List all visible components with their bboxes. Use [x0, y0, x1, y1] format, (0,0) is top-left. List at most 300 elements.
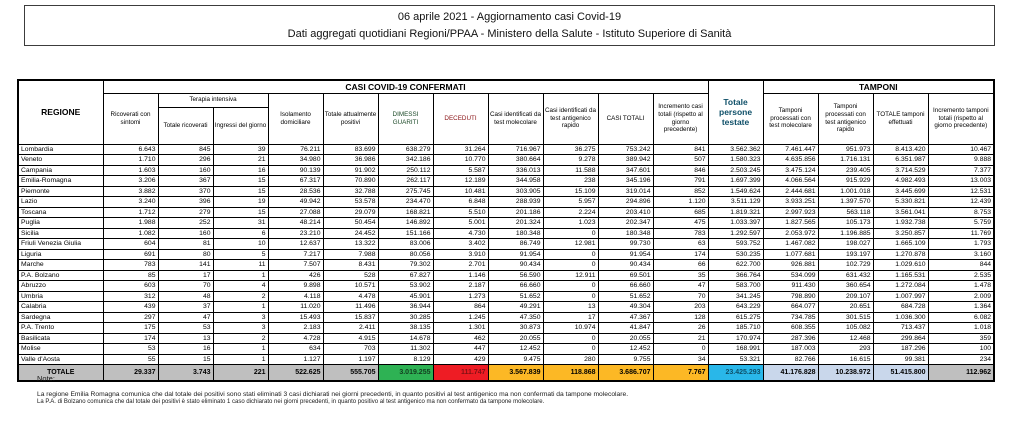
cell-terapia-ingressi: 31 — [213, 218, 268, 229]
cell-dimessi-guariti: 45.901 — [378, 291, 433, 302]
cell-region: Emilia-Romagna — [18, 176, 103, 187]
cell-incremento-casi: 783 — [653, 228, 708, 239]
cell-casi-antigenico: 12.911 — [543, 270, 598, 281]
cell-attualmente-positivi: 13.322 — [323, 239, 378, 250]
cell-tamponi-antigenico: 239.405 — [818, 165, 873, 176]
cell-tamponi-molecolare: 798.890 — [763, 291, 818, 302]
cell-totale-tamponi: 1.007.997 — [873, 291, 928, 302]
cell-terapia-ingressi: 15 — [213, 186, 268, 197]
cell-tamponi-antigenico: 105.173 — [818, 218, 873, 229]
cell-casi-molecolare: 66.660 — [488, 281, 543, 292]
cell-incremento-casi: 174 — [653, 249, 708, 260]
cell-persone-testate: 583.700 — [708, 281, 763, 292]
cell-casi-antigenico: 5.957 — [543, 197, 598, 208]
cell-totale-tamponi: 1.036.300 — [873, 312, 928, 323]
cell-attualmente-positivi: 7.988 — [323, 249, 378, 260]
cell-casi-molecolare: 12.452 — [488, 344, 543, 355]
cell-terapia-ingressi: 19 — [213, 197, 268, 208]
cell-isolamento: 2.183 — [268, 323, 323, 334]
cell-casi-molecolare: 716.967 — [488, 144, 543, 155]
cell-region: Abruzzo — [18, 281, 103, 292]
cell-dimessi-guariti: 250.112 — [378, 165, 433, 176]
col-header-casi-molecolare: Casi identificati da test molecolare — [488, 93, 543, 144]
col-header-regione: REGIONE — [18, 80, 103, 144]
cell-dimessi-guariti: 67.827 — [378, 270, 433, 281]
cell-isolamento: 23.210 — [268, 228, 323, 239]
cell-totale-tamponi: 1.665.109 — [873, 239, 928, 250]
cell-tamponi-antigenico: 198.027 — [818, 239, 873, 250]
cell-persone-testate: 622.700 — [708, 260, 763, 271]
cell-tamponi-molecolare: 3.475.124 — [763, 165, 818, 176]
cell-tamponi-antigenico: 951.973 — [818, 144, 873, 155]
cell-terapia-totale: 70 — [158, 281, 213, 292]
col-header-tamponi-molecolare: Tamponi processati con test molecolare — [763, 93, 818, 144]
cell-casi-antigenico: 0 — [543, 344, 598, 355]
cell-persone-testate: 366.764 — [708, 270, 763, 281]
cell-terapia-totale: 37 — [158, 302, 213, 313]
cell-totale-tamponi: 299.864 — [873, 333, 928, 344]
table-row — [18, 197, 994, 208]
cell-terapia-totale: 252 — [158, 218, 213, 229]
cell-attualmente-positivi: 8.431 — [323, 260, 378, 271]
cell-region: Molise — [18, 344, 103, 355]
cell-casi-antigenico: 10.974 — [543, 323, 598, 334]
cell-attualmente-positivi: 15.837 — [323, 312, 378, 323]
cell-incremento-casi: 63 — [653, 239, 708, 250]
cell-incremento-tamponi: 9.888 — [928, 155, 994, 166]
table-row — [18, 333, 994, 344]
cell-incremento-casi: 685 — [653, 207, 708, 218]
cell-incremento-casi: 791 — [653, 176, 708, 187]
cell-incremento-tamponi: 7.377 — [928, 165, 994, 176]
cell-terapia-ingressi: 1 — [213, 270, 268, 281]
cell-ricoverati: 783 — [103, 260, 158, 271]
cell-deceduti: 12.189 — [433, 176, 488, 187]
total-cell-isolamento: 522.625 — [268, 365, 323, 382]
cell-tamponi-antigenico: 915.929 — [818, 176, 873, 187]
cell-casi-antigenico: 11.588 — [543, 165, 598, 176]
cell-dimessi-guariti: 53.902 — [378, 281, 433, 292]
cell-totale-tamponi: 3.445.699 — [873, 186, 928, 197]
cell-terapia-ingressi: 2 — [213, 333, 268, 344]
total-cell-tamponi-molecolare: 41.176.828 — [763, 365, 818, 382]
cell-ricoverati: 3.206 — [103, 176, 158, 187]
cell-isolamento: 426 — [268, 270, 323, 281]
cell-casi-antigenico: 13 — [543, 302, 598, 313]
cell-deceduti: 1.245 — [433, 312, 488, 323]
cell-tamponi-antigenico: 301.515 — [818, 312, 873, 323]
cell-totale-tamponi: 1.270.878 — [873, 249, 928, 260]
cell-terapia-ingressi: 3 — [213, 323, 268, 334]
cell-casi-antigenico: 1.023 — [543, 218, 598, 229]
cell-casi-antigenico: 2.224 — [543, 207, 598, 218]
cell-isolamento: 27.088 — [268, 207, 323, 218]
report-header — [24, 5, 995, 46]
cell-terapia-totale: 48 — [158, 291, 213, 302]
cell-dimessi-guariti: 262.117 — [378, 176, 433, 187]
cell-region: Umbria — [18, 291, 103, 302]
cell-ricoverati: 603 — [103, 281, 158, 292]
cell-attualmente-positivi: 53.578 — [323, 197, 378, 208]
col-header-casi-totali: CASI TOTALI — [598, 93, 653, 144]
cell-totale-tamponi: 4.982.493 — [873, 176, 928, 187]
cell-incremento-casi: 47 — [653, 281, 708, 292]
cell-casi-totali: 91.954 — [598, 249, 653, 260]
cell-incremento-casi: 70 — [653, 291, 708, 302]
cell-casi-totali: 41.847 — [598, 323, 653, 334]
cell-tamponi-antigenico: 1.397.570 — [818, 197, 873, 208]
cell-casi-molecolare: 9.475 — [488, 354, 543, 365]
cell-deceduti: 1.273 — [433, 291, 488, 302]
notes-section — [37, 374, 628, 407]
cell-terapia-totale: 13 — [158, 333, 213, 344]
cell-persone-testate: 1.549.624 — [708, 186, 763, 197]
col-header-persone-testate: Totale persone testate — [708, 80, 763, 144]
report-subtitle: Dati aggregati quotidiani Regioni/PPAA - Ministero della Salute - Istituto Superiore di Sanità — [287, 28, 732, 40]
cell-attualmente-positivi: 703 — [323, 344, 378, 355]
cell-casi-molecolare: 91.954 — [488, 249, 543, 260]
cell-tamponi-molecolare: 664.077 — [763, 302, 818, 313]
table-row — [18, 291, 994, 302]
cell-tamponi-molecolare: 7.461.447 — [763, 144, 818, 155]
cell-incremento-tamponi: 234 — [928, 354, 994, 365]
cell-attualmente-positivi: 1.197 — [323, 354, 378, 365]
cell-deceduti: 3.910 — [433, 249, 488, 260]
cell-tamponi-molecolare: 187.003 — [763, 344, 818, 355]
cell-incremento-tamponi: 12.531 — [928, 186, 994, 197]
cell-ricoverati: 85 — [103, 270, 158, 281]
cell-terapia-totale: 279 — [158, 207, 213, 218]
cell-region: Sicilia — [18, 228, 103, 239]
cell-casi-antigenico: 280 — [543, 354, 598, 365]
cell-ricoverati: 1.988 — [103, 218, 158, 229]
cell-persone-testate: 53.321 — [708, 354, 763, 365]
cell-casi-totali: 20.055 — [598, 333, 653, 344]
cell-terapia-ingressi: 16 — [213, 165, 268, 176]
cell-tamponi-molecolare: 287.396 — [763, 333, 818, 344]
table-row — [18, 207, 994, 218]
cell-region: Friuli Venezia Giulia — [18, 239, 103, 250]
cell-persone-testate: 168.991 — [708, 344, 763, 355]
table-row — [18, 260, 994, 271]
total-cell-incremento-tamponi: 112.962 — [928, 365, 994, 382]
cell-incremento-tamponi: 844 — [928, 260, 994, 271]
cell-tamponi-antigenico: 193.197 — [818, 249, 873, 260]
cell-ricoverati: 3.882 — [103, 186, 158, 197]
col-header-deceduti: DECEDUTI — [433, 93, 488, 144]
cell-region: Basilicata — [18, 333, 103, 344]
total-cell-attualmente-positivi: 555.705 — [323, 365, 378, 382]
total-cell-totale-tamponi: 51.415.800 — [873, 365, 928, 382]
table-row — [18, 176, 994, 187]
cell-casi-totali: 49.304 — [598, 302, 653, 313]
cell-casi-totali: 47.367 — [598, 312, 653, 323]
cell-deceduti: 6.848 — [433, 197, 488, 208]
cell-region: Toscana — [18, 207, 103, 218]
cell-incremento-casi: 475 — [653, 218, 708, 229]
cell-casi-antigenico: 0 — [543, 228, 598, 239]
table-row — [18, 344, 994, 355]
notes-heading: Note: — [37, 374, 55, 383]
cell-incremento-tamponi: 100 — [928, 344, 994, 355]
cell-tamponi-molecolare: 2.997.923 — [763, 207, 818, 218]
cell-region: Piemonte — [18, 186, 103, 197]
cell-attualmente-positivi: 70.890 — [323, 176, 378, 187]
cell-incremento-casi: 35 — [653, 270, 708, 281]
cell-incremento-tamponi: 359 — [928, 333, 994, 344]
col-header-ingressi-giorno: Ingressi del giorno — [213, 107, 268, 144]
table-row — [18, 270, 994, 281]
col-header-tamponi-antigenico: Tamponi processati con test antigenico rapido — [818, 93, 873, 144]
cell-totale-tamponi: 187.296 — [873, 344, 928, 355]
cell-attualmente-positivi: 10.571 — [323, 281, 378, 292]
table-row — [18, 323, 994, 334]
cell-tamponi-molecolare: 82.766 — [763, 354, 818, 365]
cell-ricoverati: 175 — [103, 323, 158, 334]
covid-data-table — [17, 79, 995, 382]
total-cell-incremento-casi: 7.767 — [653, 365, 708, 382]
cell-attualmente-positivi: 29.079 — [323, 207, 378, 218]
cell-tamponi-molecolare: 2.444.681 — [763, 186, 818, 197]
cell-isolamento: 90.139 — [268, 165, 323, 176]
cell-casi-totali: 319.014 — [598, 186, 653, 197]
cell-totale-tamponi: 6.351.987 — [873, 155, 928, 166]
cell-dimessi-guariti: 14.678 — [378, 333, 433, 344]
cell-tamponi-antigenico: 105.082 — [818, 323, 873, 334]
cell-terapia-totale: 81 — [158, 239, 213, 250]
cell-dimessi-guariti: 38.135 — [378, 323, 433, 334]
cell-casi-antigenico: 36.275 — [543, 144, 598, 155]
cell-dimessi-guariti: 80.056 — [378, 249, 433, 260]
cell-incremento-casi: 128 — [653, 312, 708, 323]
cell-tamponi-antigenico: 1.001.018 — [818, 186, 873, 197]
cell-terapia-ingressi: 15 — [213, 207, 268, 218]
cell-incremento-tamponi: 2.009 — [928, 291, 994, 302]
cell-casi-molecolare: 180.348 — [488, 228, 543, 239]
cell-casi-totali: 753.242 — [598, 144, 653, 155]
col-header-totale-tamponi: TOTALE tamponi effettuati — [873, 93, 928, 144]
cell-casi-molecolare: 56.590 — [488, 270, 543, 281]
cell-totale-tamponi: 684.728 — [873, 302, 928, 313]
cell-attualmente-positivi: 4.478 — [323, 291, 378, 302]
cell-incremento-tamponi: 12.439 — [928, 197, 994, 208]
cell-deceduti: 5.001 — [433, 218, 488, 229]
cell-attualmente-positivi: 4.915 — [323, 333, 378, 344]
cell-deceduti: 462 — [433, 333, 488, 344]
cell-casi-totali: 347.601 — [598, 165, 653, 176]
col-header-dimessi-guariti: DIMESSI GUARITI — [378, 93, 433, 144]
cell-isolamento: 12.637 — [268, 239, 323, 250]
cell-region: P.A. Trento — [18, 323, 103, 334]
cell-casi-antigenico: 15.109 — [543, 186, 598, 197]
cell-dimessi-guariti: 8.129 — [378, 354, 433, 365]
col-header-incremento-tamponi: Incremento tamponi totali (rispetto al giorno precedente) — [928, 93, 994, 144]
cell-tamponi-molecolare: 1.077.681 — [763, 249, 818, 260]
cell-tamponi-antigenico: 12.468 — [818, 333, 873, 344]
cell-tamponi-molecolare: 1.467.082 — [763, 239, 818, 250]
cell-attualmente-positivi: 83.699 — [323, 144, 378, 155]
cell-casi-totali: 203.410 — [598, 207, 653, 218]
table-row — [18, 155, 994, 166]
cell-tamponi-molecolare: 608.355 — [763, 323, 818, 334]
cell-incremento-casi: 852 — [653, 186, 708, 197]
cell-totale-tamponi: 713.437 — [873, 323, 928, 334]
cell-tamponi-molecolare: 926.881 — [763, 260, 818, 271]
cell-incremento-casi: 846 — [653, 165, 708, 176]
cell-dimessi-guariti: 79.302 — [378, 260, 433, 271]
cell-attualmente-positivi: 528 — [323, 270, 378, 281]
cell-incremento-tamponi: 1.018 — [928, 323, 994, 334]
cell-casi-antigenico: 0 — [543, 281, 598, 292]
cell-tamponi-antigenico: 16.615 — [818, 354, 873, 365]
cell-casi-molecolare: 303.905 — [488, 186, 543, 197]
total-cell-terapia-totale: 3.743 — [158, 365, 213, 382]
group-header-terapia-intensiva: Terapia intensiva — [158, 93, 268, 107]
cell-casi-antigenico: 12.981 — [543, 239, 598, 250]
cell-casi-molecolare: 90.434 — [488, 260, 543, 271]
cell-isolamento: 7.507 — [268, 260, 323, 271]
cell-casi-antigenico: 0 — [543, 260, 598, 271]
table-body — [18, 144, 994, 381]
cell-attualmente-positivi: 50.454 — [323, 218, 378, 229]
col-header-attualmente-positivi: Totale attualmente positivi — [323, 93, 378, 144]
cell-casi-totali: 389.942 — [598, 155, 653, 166]
cell-ricoverati: 297 — [103, 312, 158, 323]
cell-tamponi-molecolare: 4.066.564 — [763, 176, 818, 187]
cell-incremento-tamponi: 5.759 — [928, 218, 994, 229]
cell-totale-tamponi: 99.381 — [873, 354, 928, 365]
cell-terapia-ingressi: 10 — [213, 239, 268, 250]
cell-casi-antigenico: 0 — [543, 291, 598, 302]
cell-terapia-totale: 160 — [158, 228, 213, 239]
cell-isolamento: 634 — [268, 344, 323, 355]
cell-ricoverati: 1.603 — [103, 165, 158, 176]
cell-casi-antigenico: 238 — [543, 176, 598, 187]
cell-isolamento: 67.317 — [268, 176, 323, 187]
total-cell-ricoverati: 29.337 — [103, 365, 158, 382]
table-row — [18, 228, 994, 239]
cell-terapia-totale: 396 — [158, 197, 213, 208]
cell-tamponi-antigenico: 209.107 — [818, 291, 873, 302]
cell-terapia-totale: 845 — [158, 144, 213, 155]
cell-deceduti: 10.481 — [433, 186, 488, 197]
cell-terapia-ingressi: 4 — [213, 281, 268, 292]
total-cell-tamponi-antigenico: 10.238.972 — [818, 365, 873, 382]
cell-deceduti: 447 — [433, 344, 488, 355]
cell-incremento-tamponi: 1.364 — [928, 302, 994, 313]
cell-terapia-ingressi: 39 — [213, 144, 268, 155]
cell-ricoverati: 174 — [103, 333, 158, 344]
cell-deceduti: 2.701 — [433, 260, 488, 271]
cell-terapia-totale: 141 — [158, 260, 213, 271]
cell-tamponi-antigenico: 631.432 — [818, 270, 873, 281]
cell-persone-testate: 2.503.245 — [708, 165, 763, 176]
cell-incremento-casi: 21 — [653, 333, 708, 344]
cell-persone-testate: 1.697.399 — [708, 176, 763, 187]
cell-dimessi-guariti: 36.944 — [378, 302, 433, 313]
total-cell-casi-totali: 3.686.707 — [598, 365, 653, 382]
cell-isolamento: 1.127 — [268, 354, 323, 365]
cell-tamponi-molecolare: 911.430 — [763, 281, 818, 292]
cell-casi-molecolare: 51.652 — [488, 291, 543, 302]
cell-incremento-casi: 66 — [653, 260, 708, 271]
cell-terapia-ingressi: 6 — [213, 228, 268, 239]
cell-tamponi-molecolare: 4.635.856 — [763, 155, 818, 166]
cell-deceduti: 4.730 — [433, 228, 488, 239]
cell-casi-antigenico: 9.278 — [543, 155, 598, 166]
cell-casi-totali: 66.660 — [598, 281, 653, 292]
cell-casi-totali: 12.452 — [598, 344, 653, 355]
cell-isolamento: 49.942 — [268, 197, 323, 208]
cell-persone-testate: 3.562.362 — [708, 144, 763, 155]
cell-tamponi-molecolare: 534.099 — [763, 270, 818, 281]
cell-tamponi-molecolare: 734.785 — [763, 312, 818, 323]
table-row — [18, 239, 994, 250]
cell-isolamento: 4.728 — [268, 333, 323, 344]
cell-casi-antigenico: 0 — [543, 333, 598, 344]
table-row — [18, 165, 994, 176]
col-header-ricoverati: Ricoverati con sintomi — [103, 93, 158, 144]
cell-totale-tamponi: 1.029.610 — [873, 260, 928, 271]
cell-persone-testate: 615.275 — [708, 312, 763, 323]
cell-region: Marche — [18, 260, 103, 271]
cell-ricoverati: 691 — [103, 249, 158, 260]
cell-terapia-ingressi: 2 — [213, 291, 268, 302]
cell-casi-totali: 51.652 — [598, 291, 653, 302]
cell-ricoverati: 1.712 — [103, 207, 158, 218]
cell-totale-tamponi: 3.561.041 — [873, 207, 928, 218]
cell-ricoverati: 1.082 — [103, 228, 158, 239]
cell-tamponi-molecolare: 3.933.251 — [763, 197, 818, 208]
cell-incremento-casi: 203 — [653, 302, 708, 313]
cell-casi-totali: 345.196 — [598, 176, 653, 187]
cell-totale-tamponi: 3.250.857 — [873, 228, 928, 239]
group-header-tamponi: TAMPONI — [763, 80, 994, 93]
cell-tamponi-antigenico: 102.729 — [818, 260, 873, 271]
total-cell-terapia-ingressi: 221 — [213, 365, 268, 382]
group-header-casi-confermati: CASI COVID-19 CONFERMATI — [103, 80, 708, 93]
cell-incremento-tamponi: 13.003 — [928, 176, 994, 187]
cell-ricoverati: 439 — [103, 302, 158, 313]
cell-persone-testate: 593.752 — [708, 239, 763, 250]
cell-dimessi-guariti: 342.186 — [378, 155, 433, 166]
cell-tamponi-antigenico: 293 — [818, 344, 873, 355]
cell-persone-testate: 3.511.129 — [708, 197, 763, 208]
cell-region: Lazio — [18, 197, 103, 208]
cell-casi-totali: 294.896 — [598, 197, 653, 208]
cell-tamponi-antigenico: 360.654 — [818, 281, 873, 292]
cell-ricoverati: 55 — [103, 354, 158, 365]
cell-incremento-casi: 841 — [653, 144, 708, 155]
cell-ricoverati: 6.643 — [103, 144, 158, 155]
cell-isolamento: 34.980 — [268, 155, 323, 166]
cell-incremento-tamponi: 8.753 — [928, 207, 994, 218]
cell-deceduti: 2.187 — [433, 281, 488, 292]
cell-tamponi-antigenico: 1.196.885 — [818, 228, 873, 239]
cell-terapia-totale: 16 — [158, 344, 213, 355]
cell-totale-tamponi: 5.330.821 — [873, 197, 928, 208]
cell-incremento-casi: 34 — [653, 354, 708, 365]
cell-deceduti: 5.510 — [433, 207, 488, 218]
col-header-casi-antigenico: Casi identificati da test antigenico rapido — [543, 93, 598, 144]
note-emilia-romagna: La regione Emilia Romagna comunica che dal totale dei positivi sono stati eliminati 3 casi dichiarati nei giorni precedenti, in quanto positivi al test antigenico ma non confermati da tampone molecolare. — [37, 391, 629, 398]
cell-totale-tamponi: 3.714.529 — [873, 165, 928, 176]
report-title: 06 aprile 2021 - Aggiornamento casi Covid-19 — [397, 11, 622, 23]
total-cell-casi-antigenico: 118.868 — [543, 365, 598, 382]
cell-terapia-ingressi: 3 — [213, 312, 268, 323]
cell-persone-testate: 185.710 — [708, 323, 763, 334]
cell-terapia-ingressi: 5 — [213, 249, 268, 260]
